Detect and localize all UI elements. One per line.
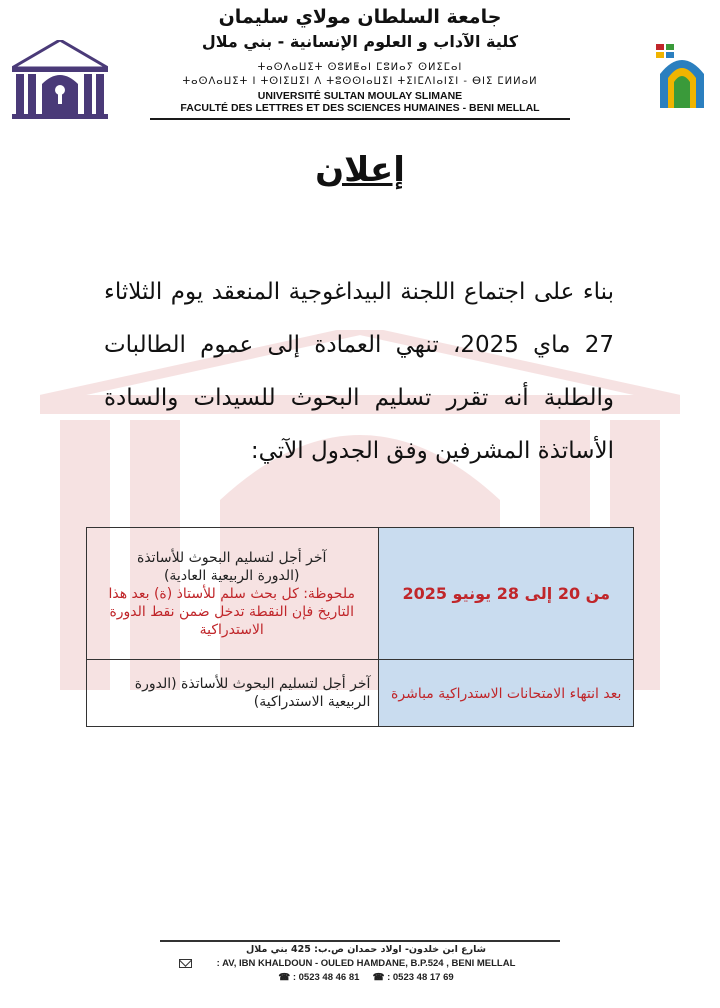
phone-number: : 0523 48 46 81 <box>292 972 360 983</box>
late-submission-note: ملحوظة: كل بحث سلم للأستاذ (ة) بعد هذا التاريخ فإن النقطة تدخل ضمن نقط الدورة الاستدراكية <box>108 585 355 638</box>
faculty-logo-icon <box>652 40 712 112</box>
letterhead <box>0 0 720 122</box>
fax-icon: ☎ <box>372 972 385 983</box>
table-row <box>87 660 634 727</box>
footer-divider <box>160 940 560 942</box>
faculty-name-tifinagh: ⵜⴰⵙⴷⴰⵡⵉⵜ ⵏ ⵜⵙⵏⵉⵡⵉⵏ ⴷ ⵜⵓⵙⵙⵏⴰⵡⵉⵏ ⵜⵉⵏⵎⴷⵏⴰⵏⵉⵏ - ⴱⵏⵉ ⵎⵍⵍⴰⵍ <box>182 76 538 87</box>
university-name-french: UNIVERSITÉ SULTAN MOULAY SLIMANE <box>257 90 463 102</box>
submission-schedule-table <box>86 527 634 727</box>
session-name: (الدورة الربيعية العادية) <box>163 567 300 584</box>
fax-number: : 0523 48 17 69 <box>387 972 454 983</box>
header-divider <box>150 118 570 120</box>
phone-icon: ☎ <box>278 972 291 983</box>
deadline-description: آخر أجل لتسليم البحوث للأساتذة (الدورة الربيعية الاستدراكية) <box>134 676 371 710</box>
deadline-date: من 20 إلى 28 يونيو 2025 <box>402 584 610 603</box>
announcement-body: بناء على اجتماع اللجنة البيداغوجية المنعقد يوم الثلاثاء 27 ماي 2025، تنهي العمادة إلى عموم الطالبات والطلبة أنه تقرر تسليم البحوث للسيدات والسادة الأساتذة المشرفين وفق الجدول الآتي: <box>104 279 614 464</box>
deadline-date: بعد انتهاء الامتحانات الاستدراكية مباشرة <box>391 686 622 702</box>
footer-address-arabic: شارع ابن خلدون- اولاد حمدان ص.ب: 425 بني ملال <box>245 944 487 955</box>
footer-address-french: : AV, IBN KHALDOUN - OULED HAMDANE, B.P.524 , BENI MELLAL <box>216 958 516 969</box>
university-logo-icon <box>12 40 108 120</box>
footer-phones <box>176 972 556 983</box>
deadline-date-cell <box>379 660 634 727</box>
deadline-description-cell <box>87 528 379 660</box>
deadline-date-cell <box>379 528 634 660</box>
university-name-tifinagh: ⵜⴰⵙⴷⴰⵡⵉⵜ ⵙⵓⵍⵟⴰⵏ ⵎⵓⵍⴰⵢ ⵙⵍⵉⵎⴰⵏ <box>257 62 463 73</box>
table-row <box>87 528 634 660</box>
faculty-name-arabic: كلية الآداب و العلوم الإنسانية - بني ملال <box>201 32 519 51</box>
announcement-title: إعلان <box>315 150 405 190</box>
faculty-name-french: FACULTÉ DES LETTRES ET DES SCIENCES HUMAINES - BENI MELLAL <box>180 102 540 114</box>
deadline-description-cell <box>87 660 379 727</box>
university-name-arabic: جامعة السلطان مولاي سليمان <box>218 6 502 28</box>
deadline-description: آخر أجل لتسليم البحوث للأساتذة <box>137 549 327 566</box>
